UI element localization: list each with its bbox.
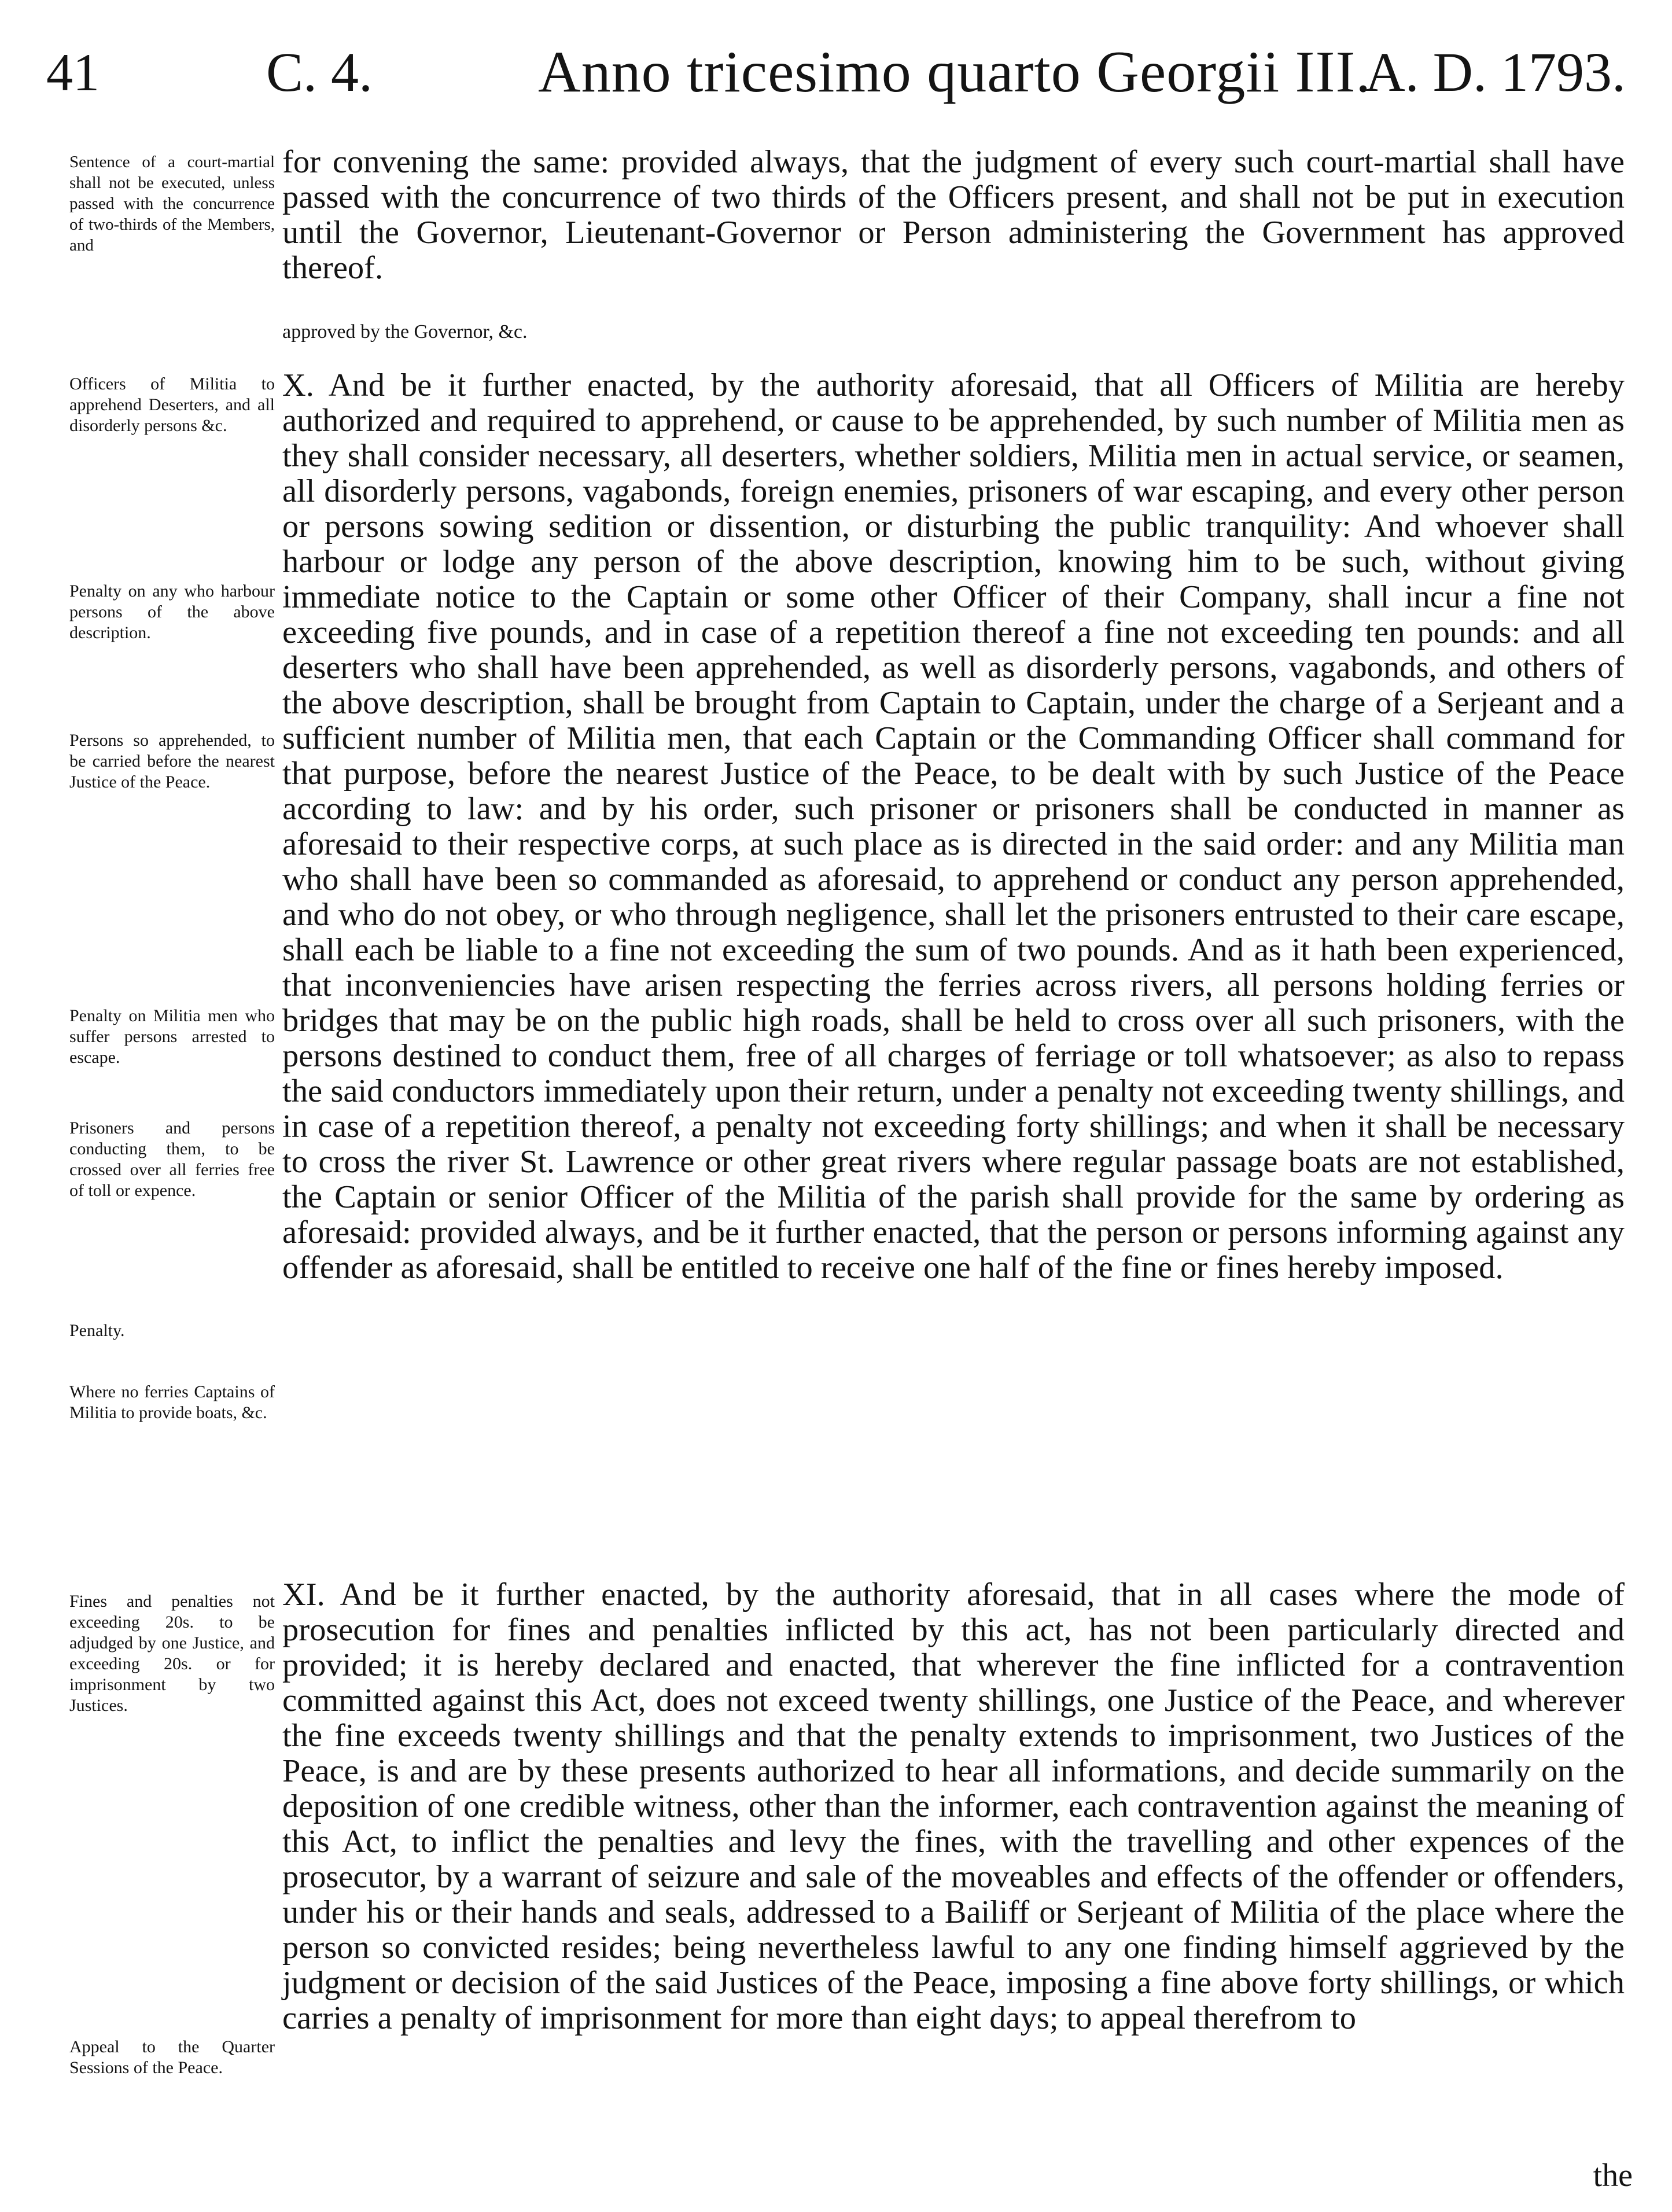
running-header bbox=[35, 35, 1637, 116]
paragraph-intro bbox=[282, 145, 1625, 286]
margin-note-penalty-escape: Penalty on Militia men who suffer persons arrested to escape. bbox=[69, 1006, 275, 1067]
catchword: the bbox=[1593, 2158, 1633, 2193]
margin-note-prisoners-ferries: Prisoners and persons conducting them, to be crossed over all ferries free of toll or expence. bbox=[69, 1118, 275, 1200]
approved-note: approved by the Governor, &c. bbox=[282, 321, 528, 343]
section-xi-text: XI. And be it further enacted, by the authority aforesaid, that in all cases where the mode of prosecution for fines and penalties inflicted by this act, has not been particularly directed and provided; it is hereby declared and enacted, that wherever the fine inflicted for a contravention committed against this Act, does not exceed twenty shillings, one Justice of the Peace, and wherever the fine exceeds twenty shillings and that the penalty extends to imprisonment, two Justices of the Peace, is and are by these presents authorized to hear all informations, and decide summarily on the deposition of one credible witness, other than the informer, each contravention against the meaning of this Act, to inflict the penalties and levy the fines, with the travelling and other expences of the prosecutor, by a warrant of seizure and sale of the moveables and effects of the offender or offenders, under his or their hands and seals, addressed to a Bailiff or Serjeant of Militia of the place where the person so convicted resides; being nevertheless lawful to any one finding himself aggrieved by the judgment or decision of the said Justices of the Peace, imposing a fine above forty shillings, or which carries a penalty of imprisonment for more than eight days; to appeal therefrom to bbox=[282, 1577, 1625, 2036]
margin-note-penalty: Penalty. bbox=[69, 1321, 125, 1340]
paragraph-intro-text: for convening the same: provided always, that the judgment of every such court-martial shall have passed with the concurrence of two thirds of the Officers present, and shall not be put in execution until the Governor, Lieutenant-Governor or Person administering the Government has approved thereof. bbox=[282, 144, 1625, 286]
margin-note-fines: Fines and penalties not exceeding 20s. to be adjudged by one Justice, and exceeding 20s. or for imprisonment by two Justices. bbox=[69, 1592, 275, 1715]
chapter-number: C. 4. bbox=[266, 41, 373, 103]
margin-note-officers-apprehend: Officers of Militia to apprehend Deserters, and all disorderly persons &c. bbox=[69, 374, 275, 435]
margin-note-persons-carried: Persons so apprehended, to be carried before the nearest Justice of the Peace. bbox=[69, 731, 275, 792]
year-label: A. D. 1793. bbox=[1365, 41, 1626, 103]
running-title: Anno tricesimo quarto Georgii III. bbox=[538, 39, 1371, 105]
section-x-text: X. And be it further enacted, by the authority aforesaid, that all Officers of Militia are hereby authorized and required to apprehend, or cause to be apprehended, by such number of Militia men as they shall consider necessary, all deserters, whether soldiers, Militia men in actual service, or seamen, all disorderly persons, vagabonds, foreign enemies, prisoners of war escaping, and every other person or persons sowing sedition or dissention, or disturbing the public tranquility: And whoever shall harbour or lodge any person of the above description, knowing him to be such, without giving immediate notice to the Captain or some other Officer of their Company, shall incur a fine not exceeding five pounds, and in case of a repetition thereof a fine not exceeding ten pounds: and all deserters who shall have been apprehended, as well as disorderly persons, vagabonds, and others of the above description, shall be brought from Captain to Captain, under the charge of a Serjeant and a sufficient number of Militia men, that each Captain or the Commanding Officer shall command for that purpose, before the nearest Justice of the Peace, to be dealt with by such Justice of the Peace according to law: and by his order, such prisoner or prisoners shall be conducted in manner as aforesaid to their respective corps, at such place as is directed in the said order: and any Militia man who shall have been so commanded as aforesaid, to apprehend or conduct any person apprehended, and who do not obey, or who through negligence, shall let the prisoners entrusted to their care escape, shall each be liable to a fine not exceeding the sum of two pounds. And as it hath been experienced, that inconveniencies have arisen respecting the ferries across rivers, all persons holding ferries or bridges that may be on the public high roads, shall be held to cross over all such prisoners, with the persons destined to conduct them, free of all charges of ferriage or toll whatsoever; as also to repass the said conductors immediately upon their return, under a penalty not exceeding twenty shillings, and in case of a repetition thereof, a penalty not exceeding forty shillings; and when it shall be necessary to cross the river St. Lawrence or other great rivers where regular passage boats are not established, the Captain or senior Officer of the Militia of the parish shall provide for the same by ordering as aforesaid: provided always, and be it further enacted, that the person or persons informing against any offender as aforesaid, shall be entitled to receive one half of the fine or fines hereby imposed. bbox=[282, 367, 1625, 1286]
margin-note-penalty-harbour: Penalty on any who harbour persons of the above description. bbox=[69, 581, 275, 642]
section-x bbox=[282, 368, 1625, 1286]
margin-note-court-martial: Sentence of a court-martial shall not be executed, unless passed with the concurrence of two-thirds of the Members, and bbox=[69, 153, 275, 255]
section-xi bbox=[282, 1577, 1625, 2036]
page-number: 41 bbox=[46, 43, 100, 102]
margin-note-no-ferries: Where no ferries Captains of Militia to provide boats, &c. bbox=[69, 1382, 275, 1422]
margin-note-appeal: Appeal to the Quarter Sessions of the Peace. bbox=[69, 2037, 275, 2077]
